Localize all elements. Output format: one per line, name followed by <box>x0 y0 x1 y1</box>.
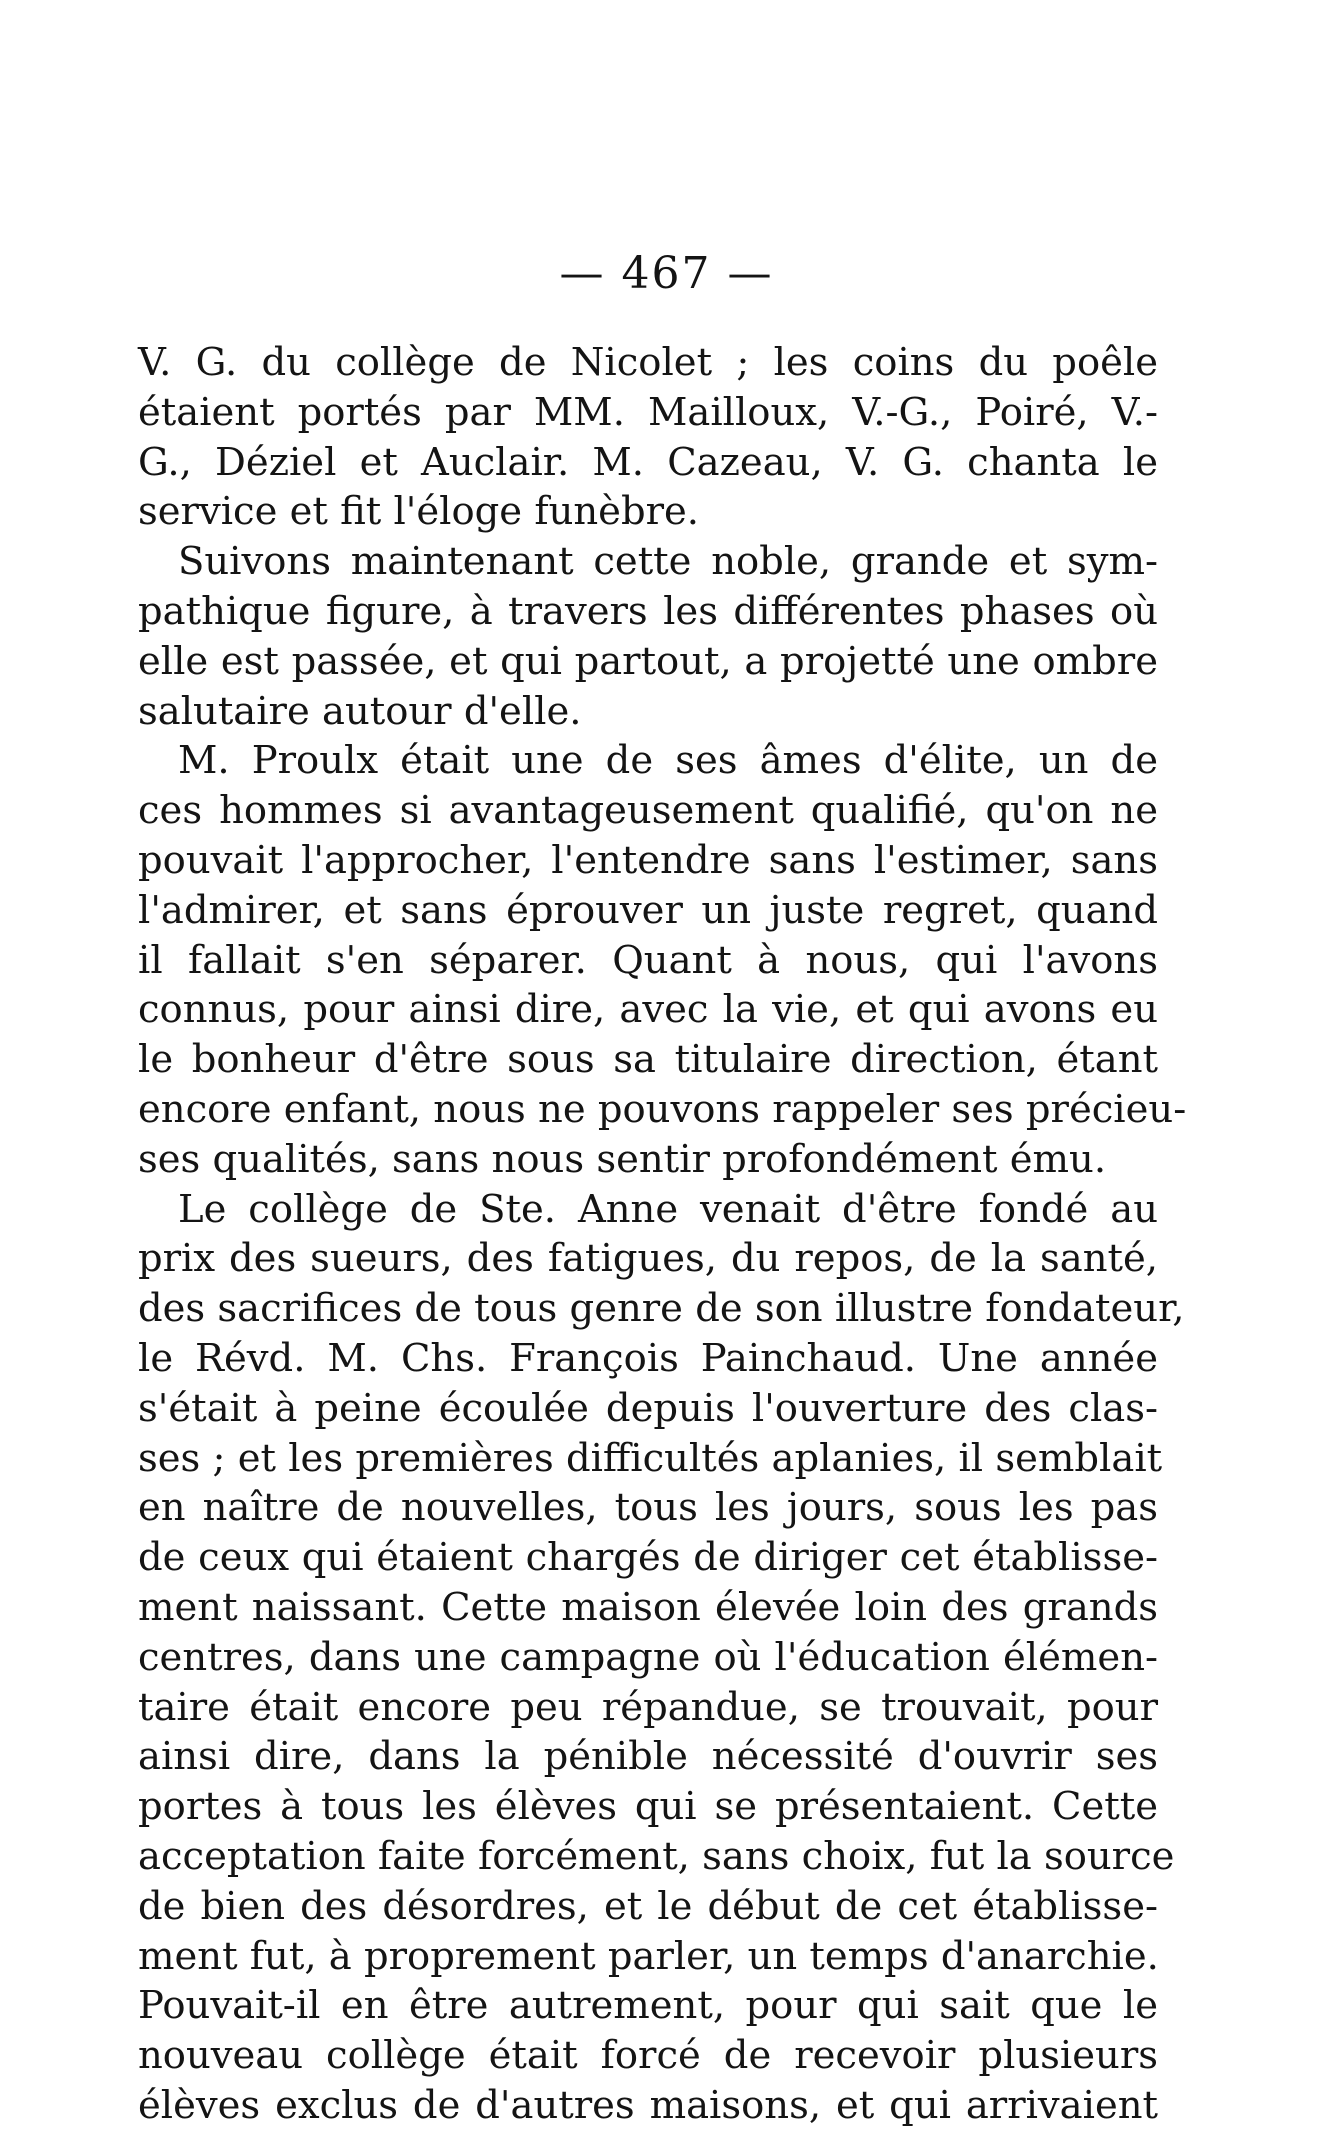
text-line: portes à tous les élèves qui se présentaient. Cette <box>138 1784 1158 1830</box>
text-line: acceptation faite forcément, sans choix, fut la source <box>138 1833 1175 1879</box>
text-line: ment naissant. Cette maison élevée loin des grands <box>138 1584 1158 1630</box>
text-line: de bien des désordres, et le début de cet établisse- <box>138 1883 1158 1929</box>
text-line: nouveau collège était forcé de recevoir plusieurs <box>138 2033 1158 2079</box>
text-line: connus, pour ainsi dire, avec la vie, et qui avons eu <box>138 987 1158 1033</box>
text-line: service et fit l'éloge funèbre. <box>138 489 700 535</box>
text-line: centres, dans une campagne où l'éducation élémen- <box>138 1634 1158 1680</box>
text-line: elle est passée, et qui partout, a projetté une ombre <box>138 638 1158 684</box>
text-line: ainsi dire, dans la pénible nécessité d'ouvrir ses <box>138 1734 1158 1780</box>
text-line: ces hommes si avantageusement qualifié, qu'on ne <box>138 788 1158 834</box>
text-line: ses qualités, sans nous sentir profondément ému. <box>138 1136 1107 1182</box>
text-line: il fallait s'en séparer. Quant à nous, qui l'avons <box>138 937 1158 983</box>
text-line: taire était encore peu répandue, se trouvait, pour <box>138 1684 1158 1730</box>
text-line: le bonheur d'être sous sa titulaire direction, étant <box>138 1037 1158 1083</box>
text-line: G., Déziel et Auclair. M. Cazeau, V. G. chanta le <box>138 439 1158 485</box>
text-line: M. Proulx était une de ses âmes d'élite, un de <box>178 738 1158 784</box>
text-line: élèves exclus de d'autres maisons, et qui arrivaient <box>138 2082 1158 2128</box>
text-line: en naître de nouvelles, tous les jours, sous les pas <box>138 1485 1158 1531</box>
page-number: — 467 — <box>559 248 774 299</box>
text-line: le Révd. M. Chs. François Painchaud. Une année <box>138 1335 1158 1381</box>
text-line: ment fut, à proprement parler, un temps d'anarchie. <box>138 1933 1159 1979</box>
text-line: Pouvait-il en être autrement, pour qui sait que le <box>138 1983 1158 2029</box>
text-line: de ceux qui étaient chargés de diriger cet établisse- <box>138 1535 1158 1581</box>
text-line: des sacrifices de tous genre de son illustre fondateur, <box>138 1286 1185 1332</box>
text-line: prix des sueurs, des fatigues, du repos, de la santé, <box>138 1236 1158 1282</box>
text-line: ses ; et les premières difficultés aplanies, il semblait <box>138 1435 1163 1481</box>
text-line: encore enfant, nous ne pouvons rappeler ses précieu- <box>138 1086 1187 1132</box>
text-line: étaient portés par MM. Mailloux, V.-G., Poiré, V.- <box>138 389 1158 435</box>
text-line: pathique figure, à travers les différentes phases où <box>138 588 1158 634</box>
text-line: salutaire autour d'elle. <box>138 688 582 734</box>
text-line: Suivons maintenant cette noble, grande et sym- <box>178 539 1158 585</box>
text-line: s'était à peine écoulée depuis l'ouverture des clas- <box>138 1385 1158 1431</box>
body-text <box>138 338 1187 2131</box>
text-line: Le collège de Ste. Anne venait d'être fondé au <box>178 1186 1158 1232</box>
text-line: l'admirer, et sans éprouver un juste regret, quand <box>138 887 1158 933</box>
text-line: pouvait l'approcher, l'entendre sans l'estimer, sans <box>138 837 1158 883</box>
text-line: V. G. du collège de Nicolet ; les coins du poêle <box>138 340 1158 385</box>
